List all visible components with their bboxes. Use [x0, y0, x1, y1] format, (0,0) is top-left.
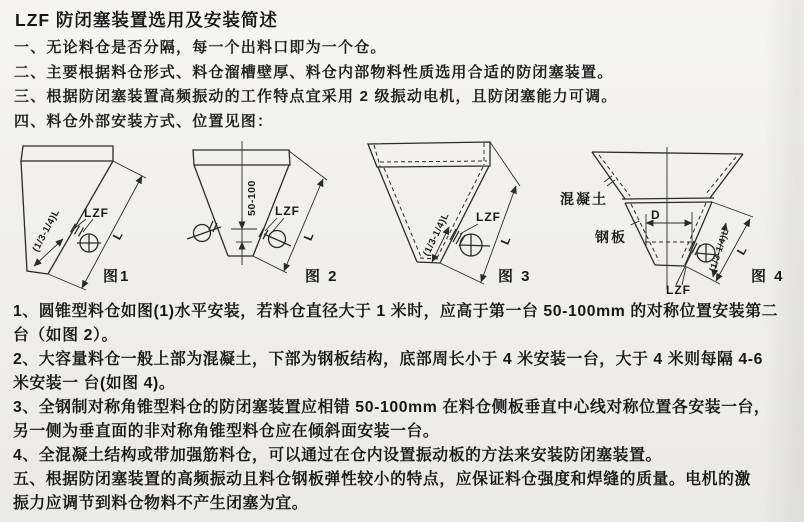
- break-mark: [604, 176, 640, 225]
- figure-1-diagram: [5, 138, 185, 300]
- svg-text:(1/3-1/4)L: (1/3-1/4)L: [707, 227, 731, 274]
- svg-text:L: L: [497, 233, 514, 247]
- note-1-line-2: 台（如图 2）。: [13, 327, 118, 344]
- figure-2-diagram: [185, 138, 350, 300]
- upper-hopper-outline: [592, 152, 743, 199]
- figure-caption: 图 4: [751, 268, 785, 285]
- svg-text:LZF: LZF: [476, 210, 501, 224]
- svg-text:LZF: LZF: [666, 283, 691, 297]
- figure-3-diagram: [350, 138, 530, 300]
- note-2-line-1: 2、大容量料仓一般上部为混凝土，下部为钢板结构，底部周长小于 4 米安装一台，大于 4 米则每隔 4-6: [13, 351, 764, 368]
- note-3-line-1: 3、全钢制对称角锥型料仓的防闭塞装置应相错 50-100mm 在料仓侧板垂直中心线对称位置各安装一台，: [13, 399, 771, 416]
- lzf-label: [265, 204, 300, 231]
- figure-caption: 图 2: [305, 268, 339, 285]
- page-title: LZF 防闭塞装置选用及安装简述: [15, 10, 278, 30]
- figure-caption: 图1: [103, 268, 131, 285]
- intro-item-3: 三、根据防闭塞装置高频振动的工作特点宜采用 2 级振动电机，且防闭塞能力可调。: [14, 88, 618, 105]
- dimension-ratio: [421, 211, 451, 262]
- svg-text:(1/3-1/4)L: (1/3-1/4)L: [421, 211, 452, 259]
- lower-hopper-outline: [625, 202, 712, 266]
- vibrator-right-icon: [259, 228, 291, 248]
- svg-text:LZF: LZF: [84, 206, 109, 220]
- svg-text:L: L: [300, 229, 317, 243]
- lzf-label: [460, 210, 501, 234]
- svg-text:50-100: 50-100: [246, 180, 258, 216]
- dimension-ratio: [707, 223, 730, 277]
- note-2-line-2: 米安装一 台(如图 4)。: [13, 375, 176, 392]
- note-3-line-2: 另一侧为垂直面的非对称角锥型料仓应在倾斜面安装一台。: [13, 423, 440, 440]
- intro-item-2: 二、主要根据料仓形式、料仓溜槽壁厚、料仓内部物料性质选用合适的防闭塞装置。: [14, 63, 614, 81]
- dimension-offset: [231, 180, 258, 253]
- note-1-line-1: 1、圆锥型料仓如图(1)水平安装，若料仓直径大于 1 米时，应高于第一台 50-100mm 的对称位置安装第二: [13, 303, 778, 320]
- intro-item-1: 一、无论料仓是否分隔，每一个出料口即为一个仓。: [14, 39, 387, 56]
- dimension-l: [48, 161, 146, 290]
- svg-text:L: L: [109, 228, 127, 243]
- svg-text:(1/3-1/4)L: (1/3-1/4)L: [30, 207, 63, 254]
- svg-text:D: D: [651, 208, 661, 222]
- intro-item-4: 四、料仓外部安装方式、位置见图：: [14, 112, 274, 130]
- intro-list: [14, 36, 617, 134]
- figure-caption: 图 3: [498, 268, 532, 285]
- svg-text:L: L: [733, 243, 751, 258]
- note-5-line-1: 五、根据防闭塞装置的高频振动且料仓钢板弹性较小的特点，应保证料仓强度和焊缝的质量。电机的激: [13, 471, 751, 488]
- vibrator-left-icon: [187, 221, 221, 242]
- vibrator-icon: [450, 229, 490, 256]
- figure-4-diagram: [555, 138, 804, 302]
- note-5-line-2: 振力应调节到料仓物料不产生闭塞为宜。: [13, 495, 309, 512]
- concrete-label: 混凝土: [560, 191, 608, 207]
- dimension-d: [646, 208, 692, 246]
- note-4-line-1: 4、全混凝土结构或带加强筋料仓，可以通过在仓内设置振动板的方法来安装防闭塞装置。: [13, 447, 662, 464]
- notes-list: [13, 300, 801, 516]
- steel-plate-label: 钢板: [595, 229, 627, 245]
- svg-text:LZF: LZF: [275, 204, 300, 218]
